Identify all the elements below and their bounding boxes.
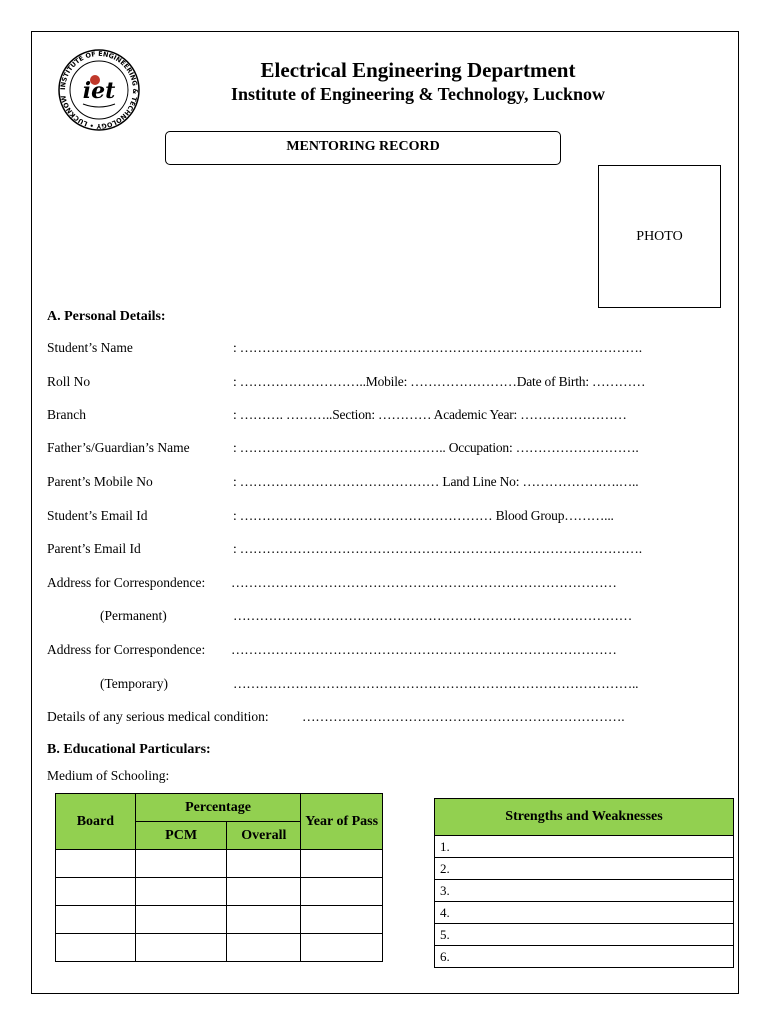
address-temp-sub: (Temporary) <box>100 676 169 691</box>
cell[interactable] <box>227 934 301 962</box>
sw-row-5[interactable]: 5. <box>435 924 734 946</box>
education-table <box>55 793 383 962</box>
field-label-roll-no: Roll No <box>47 374 91 389</box>
sw-row-4[interactable]: 4. <box>435 902 734 924</box>
table-row <box>56 878 383 906</box>
address-temp-line1[interactable]: …………………………………………………………………………… <box>231 642 617 657</box>
institute-logo <box>57 48 141 132</box>
record-title: MENTORING RECORD <box>165 131 561 165</box>
address-perm-line2[interactable]: ……………………………………………………………………………… <box>233 608 633 623</box>
col-pcm: PCM <box>135 822 227 850</box>
logo-mark: iet <box>82 78 116 104</box>
medical-label: Details of any serious medical condition: <box>47 709 269 724</box>
address-perm-sub: (Permanent) <box>100 608 167 623</box>
table-row <box>56 850 383 878</box>
cell[interactable] <box>56 906 136 934</box>
field-guardian-occupation[interactable]: : ……………………………………….. Occupation: ………………………. <box>233 440 639 455</box>
cell[interactable] <box>301 878 383 906</box>
table-row <box>435 946 734 968</box>
medium-label: Medium of Schooling: <box>47 768 170 783</box>
cell[interactable] <box>56 934 136 962</box>
field-student-name[interactable]: : ………………………………………………………………………………. <box>233 340 642 355</box>
cell[interactable] <box>227 906 301 934</box>
cell[interactable] <box>301 934 383 962</box>
field-label-branch: Branch <box>47 407 86 422</box>
cell[interactable] <box>301 850 383 878</box>
sw-row-6[interactable]: 6. <box>435 946 734 968</box>
sw-title: Strengths and Weaknesses <box>435 799 734 836</box>
cell[interactable] <box>135 934 227 962</box>
cell[interactable] <box>135 850 227 878</box>
address-temp-line2[interactable]: ……………………………………………………………………………….. <box>233 676 639 691</box>
table-row <box>435 836 734 858</box>
sw-row-1[interactable]: 1. <box>435 836 734 858</box>
strengths-weaknesses-table <box>434 798 734 968</box>
field-label-student-email: Student’s Email Id <box>47 508 148 523</box>
field-branch-section-year[interactable]: : ………. ………..Section: ………… Academic Year: …………………… <box>233 407 627 422</box>
table-row <box>435 858 734 880</box>
field-label-parent-mobile: Parent’s Mobile No <box>47 474 153 489</box>
field-student-email-blood[interactable]: : ………………………………………………… Blood Group………... <box>233 508 614 523</box>
field-label-guardian-name: Father’s/Guardian’s Name <box>47 440 190 455</box>
cell[interactable] <box>135 878 227 906</box>
institute-subtitle: Institute of Engineering & Technology, Lucknow <box>230 84 606 104</box>
field-parent-mobile-landline[interactable]: : ……………………………………… Land Line No: ………………….….. <box>233 474 639 489</box>
field-parent-email[interactable]: : ………………………………………………………………………………. <box>233 541 642 556</box>
department-title: Electrical Engineering Department <box>260 58 576 82</box>
logo-ring-text: INSTITUTE OF ENGINEERING & TECHNOLOGY • LUCKNOW <box>58 49 140 131</box>
cell[interactable] <box>56 850 136 878</box>
field-label-parent-email: Parent’s Email Id <box>47 541 141 556</box>
section-b-heading: B. Educational Particulars: <box>47 742 211 757</box>
table-row <box>56 934 383 962</box>
cell[interactable] <box>301 906 383 934</box>
section-a-heading: A. Personal Details: <box>47 309 166 324</box>
cell[interactable] <box>56 878 136 906</box>
col-overall: Overall <box>227 822 301 850</box>
address-temp-label: Address for Correspondence: <box>47 642 206 657</box>
medical-field[interactable]: ………………………………………………………………. <box>302 709 625 724</box>
table-row <box>435 924 734 946</box>
table-row <box>56 906 383 934</box>
sw-row-2[interactable]: 2. <box>435 858 734 880</box>
address-perm-line1[interactable]: …………………………………………………………………………… <box>231 575 617 590</box>
photo-box[interactable]: PHOTO <box>598 165 721 308</box>
cell[interactable] <box>227 850 301 878</box>
col-board: Board <box>56 794 136 850</box>
field-label-student-name: Student’s Name <box>47 340 133 355</box>
table-row <box>435 880 734 902</box>
address-perm-label: Address for Correspondence: <box>47 575 206 590</box>
field-roll-mobile-dob[interactable]: : ………………………..Mobile: ……………………Date of Birth: ………… <box>233 374 646 389</box>
table-row <box>435 902 734 924</box>
col-year-of-pass: Year of Pass <box>301 794 383 850</box>
cell[interactable] <box>227 878 301 906</box>
cell[interactable] <box>135 906 227 934</box>
sw-row-3[interactable]: 3. <box>435 880 734 902</box>
col-percentage: Percentage <box>135 794 301 822</box>
